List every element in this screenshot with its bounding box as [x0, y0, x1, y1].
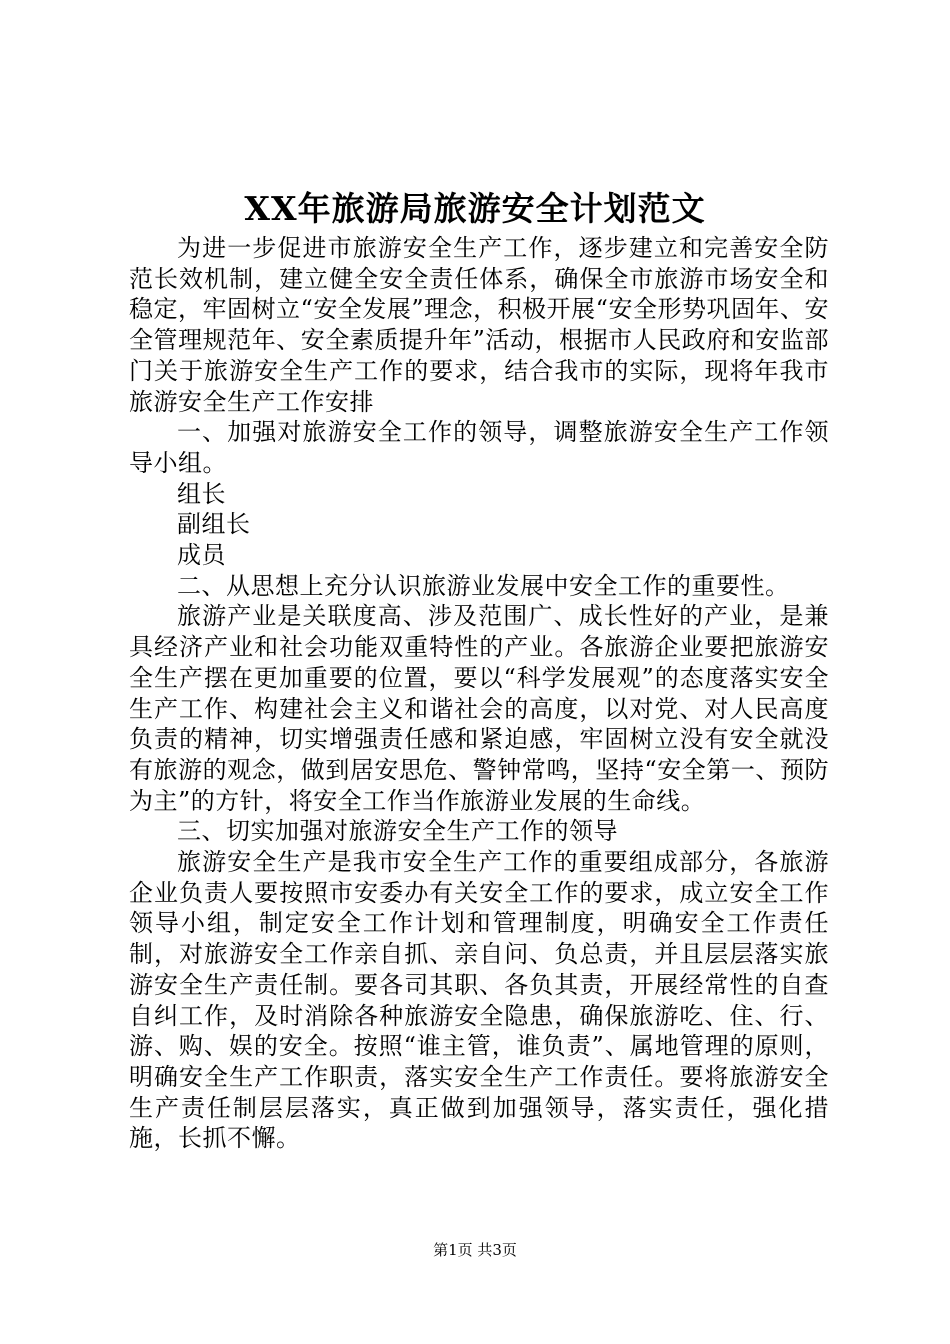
paragraph-section-1-heading: 一、加强对旅游安全工作的领导，调整旅游安全生产工作领导小组。 — [129, 418, 829, 477]
document-body — [129, 233, 829, 1154]
paragraph-section-3-heading: 三、切实加强对旅游安全生产工作的领导 — [177, 817, 618, 846]
paragraph-intro: 为进一步促进市旅游安全生产工作，逐步建立和完善安全防范长效机制，建立健全安全责任体系，确保全市旅游市场安全和稳定，牢固树立“安全发展”理念，积极开展“安全形势巩固年、安全管理规范年、安全素质提升年”活动，根据市人民政府和安监部门关于旅游安全生产工作的要求，结合我市的实际，现将年我市旅游安全生产工作安排 — [129, 234, 829, 416]
paragraph-section-2-body: 旅游产业是关联度高、涉及范围广、成长性好的产业，是兼具经济产业和社会功能双重特性的产业。各旅游企业要把旅游安全生产摆在更加重要的位置，要以“科学发展观”的态度落实安全生产工作、构建社会主义和谐社会的高度，以对党、对人民高度负责的精神，切实增强责任感和紧迫感，牢固树立没有安全就没有旅游的观念，做到居安思危、警钟常鸣，坚持“安全第一、预防为主”的方针，将安全工作当作旅游业发展的生命线。 — [129, 602, 829, 815]
paragraph-members: 成员 — [177, 541, 226, 570]
paragraph-deputy-leader: 副组长 — [177, 510, 251, 539]
document-title: XX年旅游局旅游安全计划范文 — [244, 189, 706, 228]
paragraph-leader: 组长 — [177, 479, 226, 508]
paragraph-section-3-body: 旅游安全生产是我市安全生产工作的重要组成部分，各旅游企业负责人要按照市安委办有关安全工作的要求，成立安全工作领导小组，制定安全工作计划和管理制度，明确安全工作责任制，对旅游安全工作亲自抓、亲自问、负总责，并且层层落实旅游安全生产责任制。要各司其职、各负其责，开展经常性的自查自纠工作，及时消除各种旅游安全隐患，确保旅游吃、住、行、游、购、娱的安全。按照“谁主管，谁负责”、属地管理的原则，明确安全生产工作职责，落实安全生产工作责任。要将旅游安全生产责任制层层落实，真正做到加强领导，落实责任，强化措施，长抓不懈。 — [129, 848, 829, 1153]
paragraph-section-2-heading: 二、从思想上充分认识旅游业发展中安全工作的重要性。 — [177, 571, 790, 600]
page-number-footer: 第1页 共3页 — [433, 1241, 517, 1259]
